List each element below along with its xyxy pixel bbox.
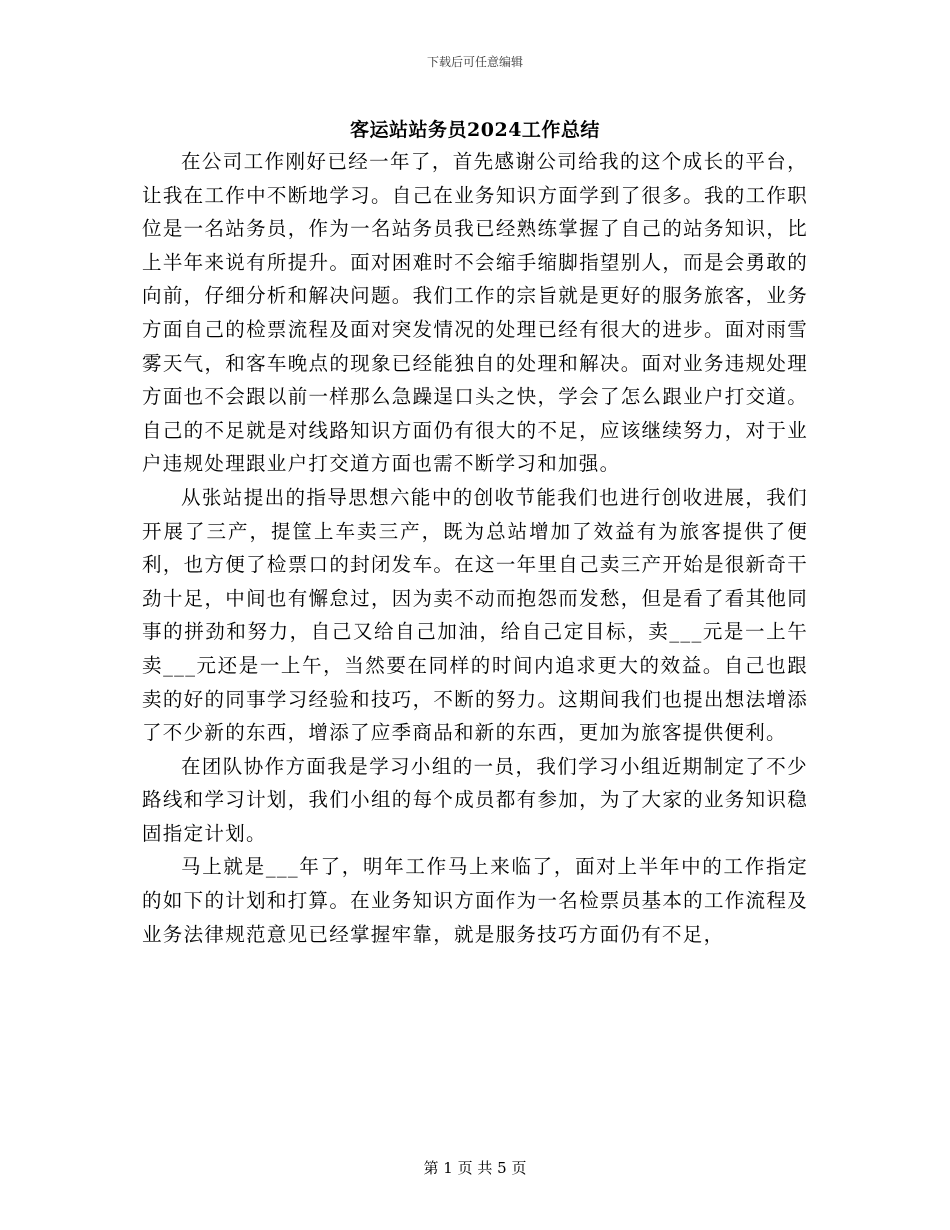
paragraph-2: 从张站提出的指导思想六能中的创收节能我们也进行创收进展，我们开展了三产，提筐上车卖三产，既为总站增加了效益有为旅客提供了便利，也方便了检票口的封闭发车。在这一年里自己卖三产开始是很新奇干劲十足，中间也有懈怠过，因为卖不动而抱怨而发愁，但是看了看其他同事的拼劲和努力，自己又给自己加油，给自己定目标，卖___元是一上午卖___元还是一上午，当然要在同样的时间内追求更大的效益。自己也跟卖的好的同事学习经验和技巧，不断的努力。这期间我们也提出想法增添了不少新的东西，增添了应季商品和新的东西，更加为旅客提供便利。 bbox=[142, 485, 808, 745]
page-header-note: 下载后可任意编辑 bbox=[426, 55, 523, 69]
paragraph-1: 在公司工作刚好已经一年了，首先感谢公司给我的这个成长的平台，让我在工作中不断地学习。自己在业务知识方面学到了很多。我的工作职位是一名站务员，作为一名站务员我已经熟练掌握了自己的站务知识，比上半年来说有所提升。面对困难时不会缩手缩脚指望别人，而是会勇敢的向前，仔细分析和解决问题。我们工作的宗旨就是更好的服务旅客，业务方面自己的检票流程及面对突发情况的处理已经有很大的进步。面对雨雪雾天气，和客车晚点的现象已经能独自的处理和解决。面对业务违规处理方面也不会跟以前一样那么急躁逞口头之快，学会了怎么跟业户打交道。自己的不足就是对线路知识方面仍有很大的不足，应该继续努力，对于业户违规处理跟业户打交道方面也需不断学习和加强。 bbox=[142, 150, 808, 476]
document-title: 客运站站务员2024工作总结 bbox=[350, 119, 600, 141]
page-number: 第 1 页 共 5 页 bbox=[423, 1159, 527, 1177]
paragraph-4: 马上就是___年了，明年工作马上来临了，面对上半年中的工作指定的如下的计划和打算。在业务知识方面作为一名检票员基本的工作流程及业务法律规范意见已经掌握牢靠，就是服务技巧方面仍有不足， bbox=[142, 855, 808, 946]
paragraph-3: 在团队协作方面我是学习小组的一员，我们学习小组近期制定了不少路线和学习计划，我们小组的每个成员都有参加，为了大家的业务知识稳固指定计划。 bbox=[142, 754, 808, 845]
document-body bbox=[142, 145, 808, 951]
